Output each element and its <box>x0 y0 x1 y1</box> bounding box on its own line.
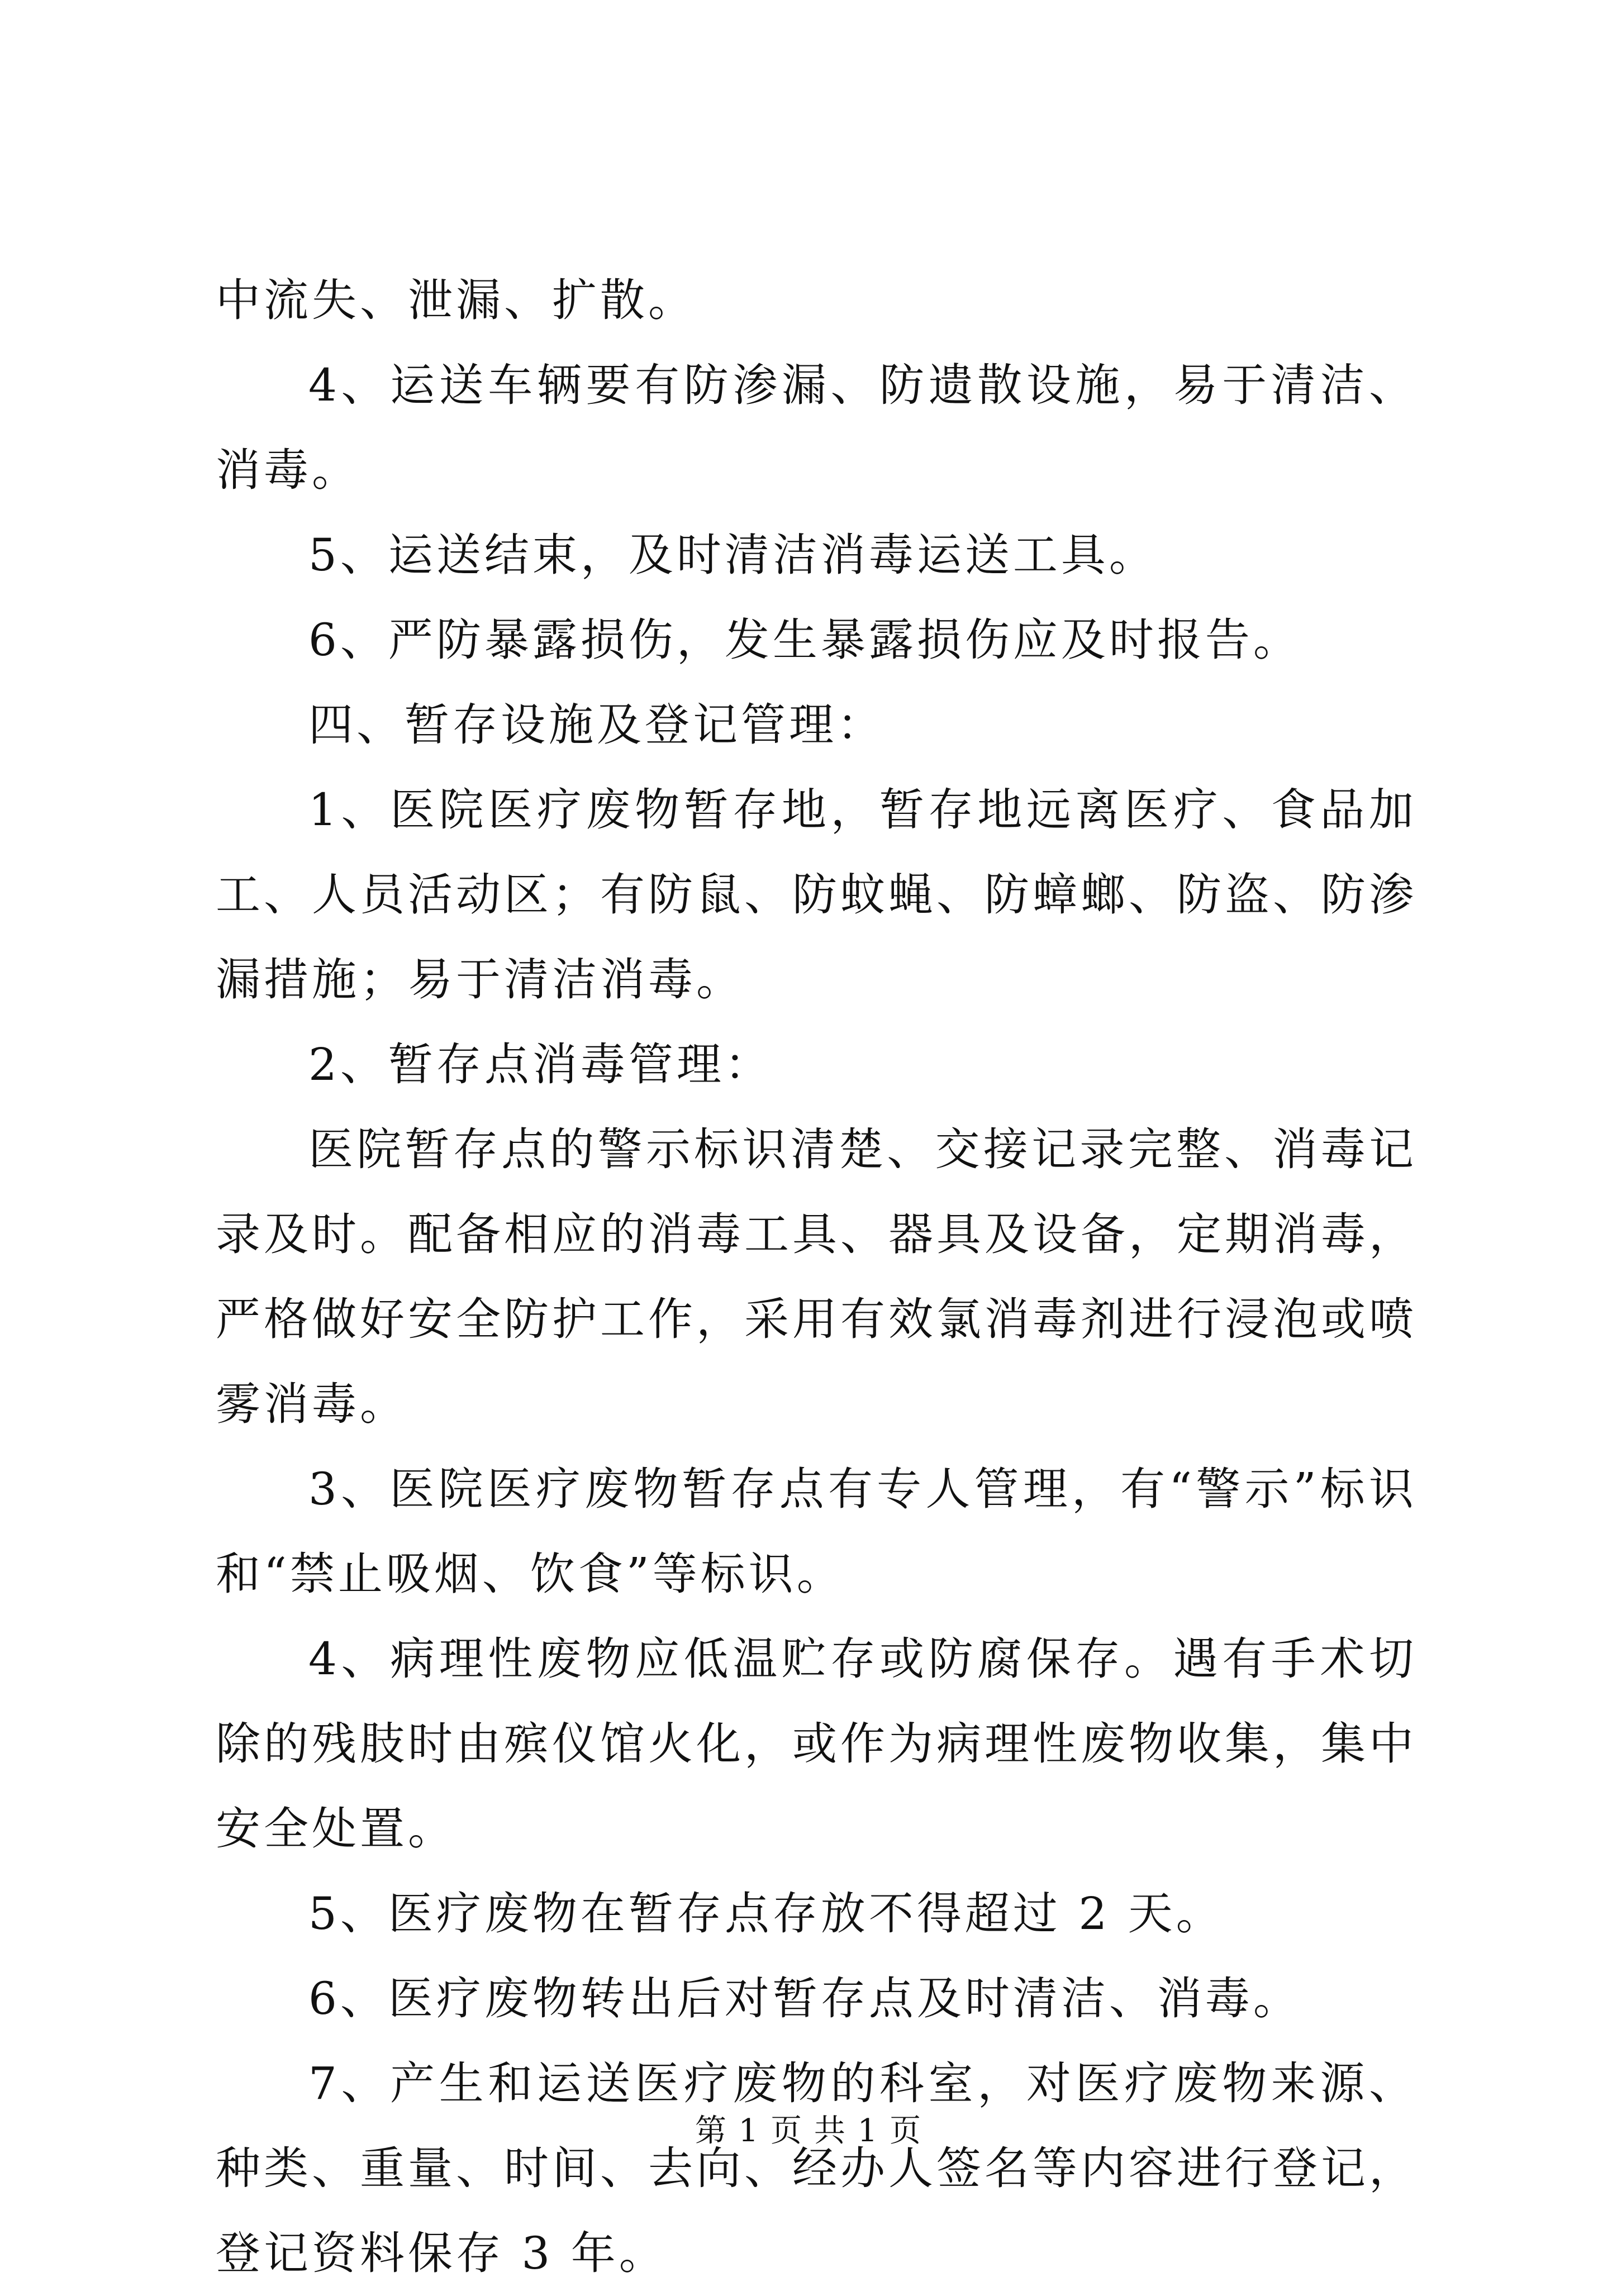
paragraph-7: 2、暂存点消毒管理： <box>308 1039 773 1090</box>
paragraph-13: 7、产生和运送医疗废物的科室，对医疗废物来源、种类、重量、时间、去向、经办人签名等内容进行登记，登记资料保存 3 年。 <box>216 2057 1417 2279</box>
paragraph-6: 1、医院医疗废物暂存地，暂存地远离医疗、食品加工、人员活动区；有防鼠、防蚊蝇、防蟑螂、防盗、防渗漏措施；易于清洁消毒。 <box>216 784 1417 1006</box>
paragraph-2: 4、运送车辆要有防渗漏、防遗散设施，易于清洁、消毒。 <box>216 359 1417 496</box>
paragraph-11: 5、医疗废物在暂存点存放不得超过 2 天。 <box>308 1888 1224 1940</box>
paragraph-8: 医院暂存点的警示标识清楚、交接记录完整、消毒记录及时。配备相应的消毒工具、器具及设备，定期消毒，严格做好安全防护工作，采用有效氯消毒剂进行浸泡或喷雾消毒。 <box>216 1123 1417 1430</box>
paragraph-9: 3、医院医疗废物暂存点有专人管理，有“警示”标识和“禁止吸烟、饮食”等标识。 <box>216 1463 1417 1600</box>
page-footer <box>0 2106 1617 2151</box>
paragraph-4: 6、严防暴露损伤，发生暴露损伤应及时报告。 <box>308 614 1301 666</box>
paragraph-1: 中流失、泄漏、扩散。 <box>216 274 696 326</box>
paragraph-12: 6、医疗废物转出后对暂存点及时清洁、消毒。 <box>308 1973 1301 2025</box>
section-heading: 四、暂存设施及登记管理： <box>308 699 885 751</box>
page-number-label: 第 1 页 共 1 页 <box>695 2113 922 2149</box>
paragraph-3: 5、运送结束，及时清洁消毒运送工具。 <box>308 529 1157 581</box>
paragraph-10: 4、病理性废物应低温贮存或防腐保存。遇有手术切除的残肢时由殡仪馆火化，或作为病理性废物收集，集中安全处置。 <box>216 1633 1417 1855</box>
document-body <box>216 258 1417 2296</box>
